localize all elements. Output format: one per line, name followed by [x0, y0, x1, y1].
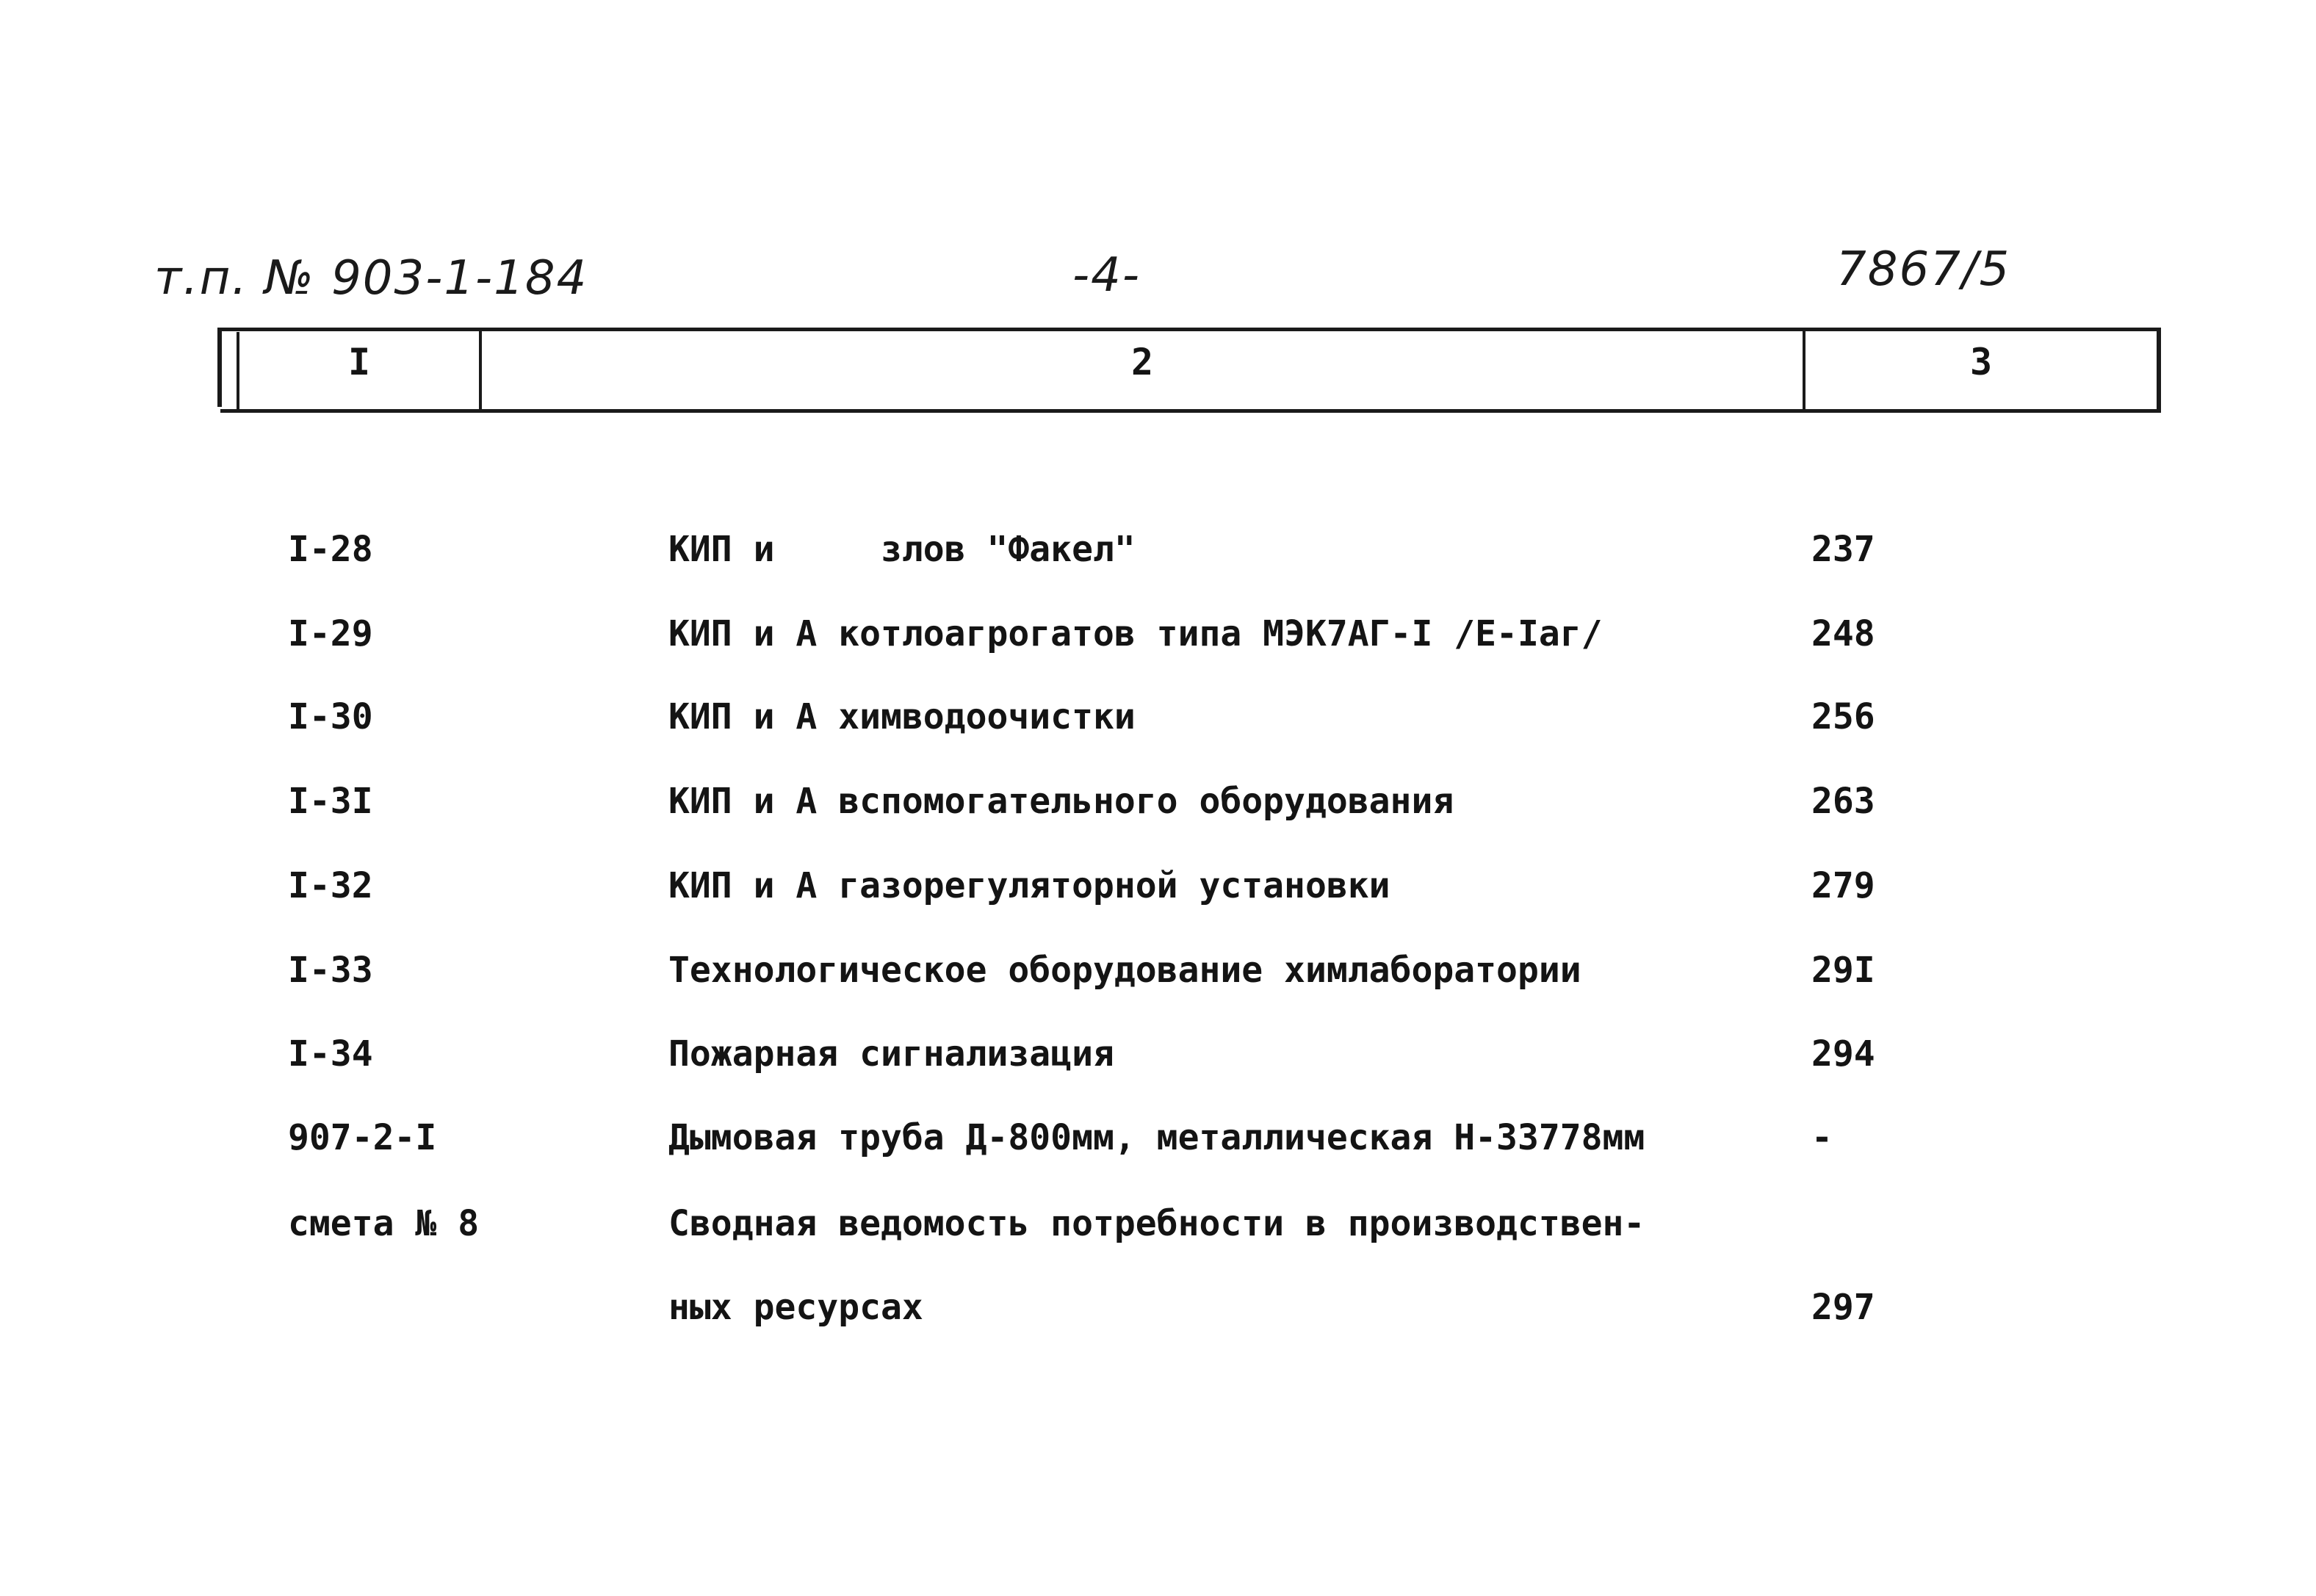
header-left-edge	[217, 328, 222, 407]
item-title: КИП и злов "Факел"	[668, 529, 1136, 570]
item-title: Дымовая труба Д-800мм, металлическая Н-33778мм	[668, 1117, 1645, 1158]
item-title: Сводная ведомость потребности в производствен-	[668, 1203, 1645, 1244]
list-item	[0, 613, 2316, 672]
item-code: I-33	[288, 950, 373, 991]
item-title: Пожарная сигнализация	[668, 1033, 1114, 1075]
item-title: ных ресурсах	[668, 1287, 923, 1328]
header-right-edge	[2157, 328, 2161, 413]
item-page: 29I	[1811, 950, 1875, 991]
item-page: 297	[1811, 1287, 1875, 1328]
list-item	[0, 865, 2316, 924]
column-header-2: 2	[1130, 341, 1154, 383]
item-title: Технологическое оборудование химлаборатории	[668, 950, 1581, 991]
list-item	[0, 1203, 2316, 1262]
list-item	[0, 781, 2316, 839]
list-item	[0, 529, 2316, 588]
item-title: КИП и А химводоочистки	[668, 696, 1136, 737]
item-title: КИП и А котлоагрогатов типа МЭК7АГ-I /Е-Iаг/	[668, 613, 1603, 654]
column-header-1: I	[347, 341, 371, 383]
item-title: КИП и А вспомогательного оборудования	[668, 781, 1454, 822]
item-code: I-30	[288, 696, 373, 737]
item-page: 248	[1811, 613, 1875, 654]
item-code: 907-2-I	[288, 1117, 437, 1158]
item-page: 237	[1811, 529, 1875, 570]
item-code: смета № 8	[288, 1203, 480, 1244]
item-code: I-32	[288, 865, 373, 906]
list-item	[0, 1117, 2316, 1176]
item-page: 294	[1811, 1033, 1875, 1075]
item-page: 263	[1811, 781, 1875, 822]
list-item	[0, 950, 2316, 1008]
archive-code: 7867/5	[1836, 242, 2011, 297]
item-code: I-3I	[288, 781, 373, 822]
list-item	[0, 1287, 2316, 1346]
list-item	[0, 1033, 2316, 1092]
item-page: 279	[1811, 865, 1875, 906]
list-item	[0, 696, 2316, 755]
document-number: т.п. № 903-1-184	[154, 251, 588, 306]
item-code: I-28	[288, 529, 373, 570]
item-page: 256	[1811, 696, 1875, 737]
column-header-3: 3	[1969, 341, 1993, 383]
item-code: I-29	[288, 613, 373, 654]
page-number: -4-	[1072, 248, 1141, 303]
item-page: -	[1811, 1117, 1833, 1158]
item-code: I-34	[288, 1033, 373, 1075]
item-title: КИП и А газорегуляторной установки	[668, 865, 1390, 906]
